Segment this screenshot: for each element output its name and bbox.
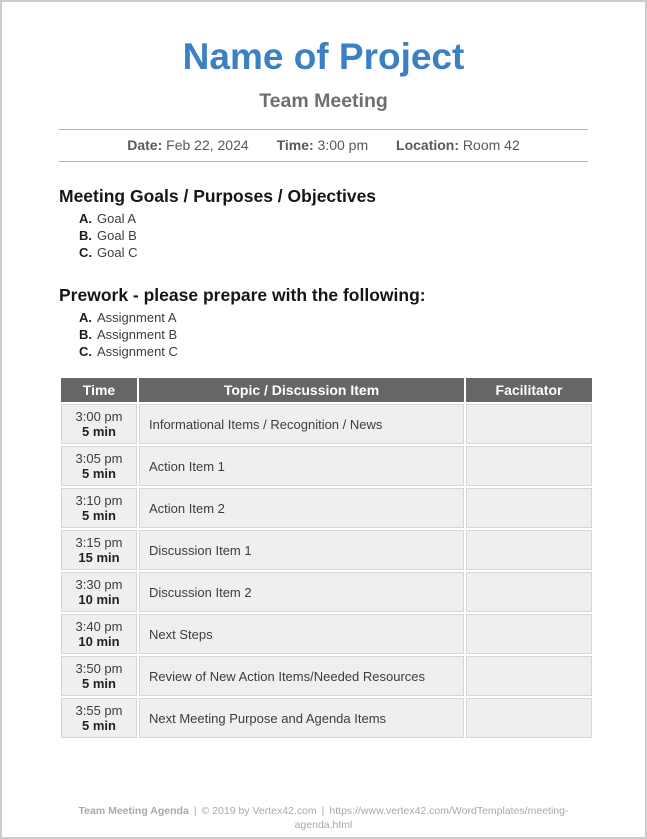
row-time: 3:55 pm — [75, 703, 123, 718]
row-time: 3:05 pm — [75, 451, 123, 466]
meta-row — [59, 129, 588, 162]
time-cell — [60, 403, 138, 445]
row-time: 3:40 pm — [75, 619, 123, 634]
topic-cell: Review of New Action Items/Needed Resources — [138, 655, 465, 697]
page-title: Name of Project — [182, 36, 465, 77]
header-topic: Topic / Discussion Item — [138, 377, 465, 403]
footer-title: Team Meeting Agenda — [78, 805, 189, 817]
agenda-row — [60, 529, 593, 571]
list-item-text: Goal C — [97, 245, 138, 260]
time-cell — [60, 655, 138, 697]
list-item-text: Assignment A — [97, 310, 177, 325]
facilitator-cell — [465, 571, 593, 613]
agenda-row — [60, 571, 593, 613]
footer-separator: | — [193, 805, 197, 817]
time-cell — [60, 697, 138, 739]
footer-url: https://www.vertex42.com/WordTemplates/meeting-agenda.html — [294, 805, 569, 831]
agenda-table — [59, 376, 594, 740]
row-time: 3:15 pm — [75, 535, 123, 550]
agenda-header-row — [60, 377, 593, 403]
footer-separator: | — [321, 805, 325, 817]
list-item-letter: A. — [79, 211, 92, 226]
row-duration: 5 min — [82, 676, 116, 691]
agenda-row — [60, 487, 593, 529]
topic-cell: Informational Items / Recognition / News — [138, 403, 465, 445]
agenda-row — [60, 445, 593, 487]
prework-list-item — [79, 309, 588, 326]
row-duration: 5 min — [82, 466, 116, 481]
time-group — [277, 137, 369, 153]
footer-copyright: © 2019 by Vertex42.com — [201, 805, 317, 817]
topic-cell: Discussion Item 2 — [138, 571, 465, 613]
topic-cell: Action Item 1 — [138, 445, 465, 487]
row-time: 3:00 pm — [75, 409, 123, 424]
list-item-text: Goal A — [97, 211, 137, 226]
list-item-letter: B. — [79, 327, 92, 342]
prework-list-item — [79, 343, 588, 360]
row-duration: 5 min — [82, 508, 116, 523]
goal-list-item — [79, 227, 588, 244]
facilitator-cell — [465, 613, 593, 655]
time-cell — [60, 571, 138, 613]
location-group — [396, 137, 520, 153]
topic-cell: Next Steps — [138, 613, 465, 655]
agenda-row — [60, 613, 593, 655]
date-label: Date: — [127, 137, 163, 153]
row-duration: 5 min — [82, 718, 116, 733]
row-duration: 15 min — [78, 550, 120, 565]
list-item-letter: A. — [79, 310, 92, 325]
facilitator-cell — [465, 403, 593, 445]
row-duration: 10 min — [78, 592, 120, 607]
row-time: 3:30 pm — [75, 577, 123, 592]
row-time: 3:50 pm — [75, 661, 123, 676]
time-cell — [60, 613, 138, 655]
agenda-row — [60, 655, 593, 697]
goals-heading: Meeting Goals / Purposes / Objectives — [59, 186, 377, 206]
list-item-letter: B. — [79, 228, 92, 243]
list-item-letter: C. — [79, 245, 92, 260]
date-value: Feb 22, 2024 — [166, 137, 249, 153]
time-value: 3:00 pm — [317, 137, 369, 153]
date-group — [127, 137, 248, 153]
goals-list — [59, 210, 588, 261]
time-cell — [60, 487, 138, 529]
time-label: Time: — [276, 137, 314, 153]
document-content — [2, 36, 645, 832]
topic-cell: Action Item 2 — [138, 487, 465, 529]
location-value: Room 42 — [462, 137, 520, 153]
goal-list-item — [79, 244, 588, 261]
page-footer — [59, 804, 588, 832]
prework-list-item — [79, 326, 588, 343]
goal-list-item — [79, 210, 588, 227]
facilitator-cell — [465, 697, 593, 739]
location-label: Location: — [396, 137, 460, 153]
list-item-text: Assignment B — [97, 327, 178, 342]
list-item-letter: C. — [79, 344, 92, 359]
prework-list — [59, 309, 588, 360]
time-cell — [60, 445, 138, 487]
list-item-text: Goal B — [97, 228, 137, 243]
prework-heading: Prework - please prepare with the following: — [59, 285, 426, 305]
topic-cell: Discussion Item 1 — [138, 529, 465, 571]
facilitator-cell — [465, 487, 593, 529]
row-duration: 10 min — [78, 634, 120, 649]
header-time: Time — [60, 377, 138, 403]
agenda-row — [60, 697, 593, 739]
header-facilitator: Facilitator — [465, 377, 593, 403]
row-time: 3:10 pm — [75, 493, 123, 508]
page-subtitle: Team Meeting — [259, 90, 388, 112]
list-item-text: Assignment C — [97, 344, 178, 359]
row-duration: 5 min — [82, 424, 116, 439]
facilitator-cell — [465, 529, 593, 571]
facilitator-cell — [465, 655, 593, 697]
topic-cell: Next Meeting Purpose and Agenda Items — [138, 697, 465, 739]
agenda-row — [60, 403, 593, 445]
time-cell — [60, 529, 138, 571]
facilitator-cell — [465, 445, 593, 487]
